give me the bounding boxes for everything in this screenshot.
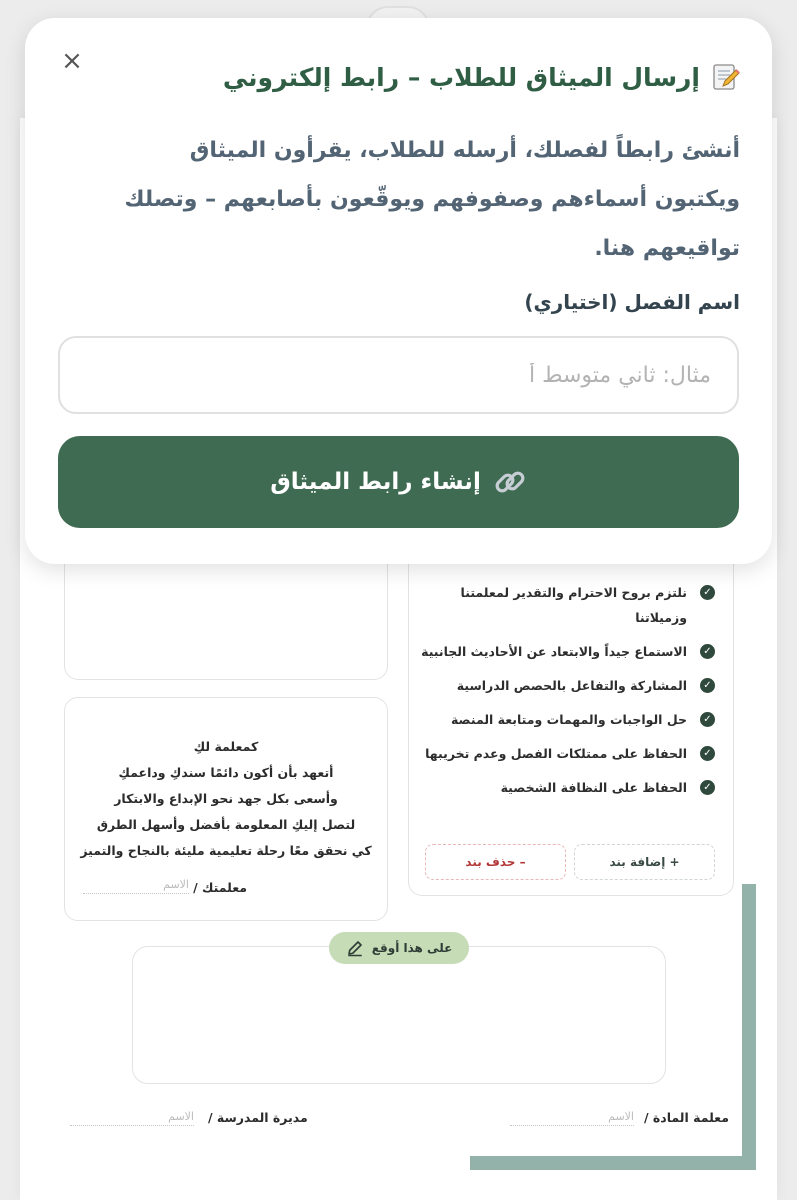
rule-item (415, 775, 715, 800)
principal-label: مديرة المدرسة / (208, 1110, 308, 1125)
rule-item (415, 707, 715, 732)
rule-item (415, 673, 715, 698)
link-icon (493, 465, 527, 499)
class-name-label: اسم الفصل (اختياري) (524, 290, 740, 314)
rule-item (415, 580, 715, 630)
principal-name-field[interactable]: الاسم (70, 1110, 194, 1126)
signature-label-pill (329, 932, 469, 964)
check-icon: ✓ (700, 585, 715, 600)
rule-text: المشاركة والتفاعل بالحصص الدراسية (456, 678, 687, 693)
rule-text: الحفاظ على النظافة الشخصية (500, 780, 687, 795)
check-icon: ✓ (700, 746, 715, 761)
pledge-line: كمعلمة لكِ (193, 739, 259, 754)
create-link-label: إنشاء رابط الميثاق (270, 469, 481, 495)
add-rule-button[interactable]: + إضافة بند (574, 844, 715, 880)
teacher-sign-label: معلمتك / (193, 880, 247, 895)
decorative-frame-horizontal (470, 1156, 756, 1170)
modal-title-text: إرسال الميثاق للطلاب – رابط إلكتروني (222, 62, 700, 92)
pencil-icon (346, 939, 364, 957)
check-icon: ✓ (700, 712, 715, 727)
teacher-pledge-text (77, 734, 375, 864)
teacher-name-field[interactable]: الاسم (83, 878, 189, 894)
teacher-pledge-card (64, 697, 388, 921)
rule-text: الاستماع جيداً والابتعاد عن الأحاديث الجانبية (421, 644, 687, 659)
modal-description: أنشئ رابطاً لفصلك، أرسله للطلاب، يقرأون الميثاق ويكتبون أسماءهم وصفوفهم ويوقّعون بأصابعهم – وتصلك تواقيعهم هنا. (124, 138, 740, 261)
pledge-line: وأسعى بكل جهد نحو الإبداع والابتكار (114, 791, 338, 806)
decorative-frame-vertical (742, 884, 756, 1170)
rule-text: نلتزم بروح الاحترام والتقدير لمعلمتنا وزميلاتنا (460, 585, 687, 625)
rule-text: الحفاظ على ممتلكات الفصل وعدم تخريبها (425, 746, 687, 761)
rule-item (415, 639, 715, 664)
delete-rule-button[interactable]: – حذف بند (425, 844, 566, 880)
rules-card (408, 540, 734, 896)
signature-label: على هذا أوقع (371, 941, 453, 955)
rule-item (415, 741, 715, 766)
modal-title (223, 62, 740, 92)
pledge-line: أتعهد بأن أكون دائمًا سندكِ وداعمكِ (118, 765, 334, 780)
subject-teacher-label: معلمة المادة / (644, 1110, 729, 1125)
check-icon: ✓ (700, 780, 715, 795)
send-charter-modal (25, 18, 772, 564)
check-icon: ✓ (700, 678, 715, 693)
memo-icon (710, 62, 740, 92)
pledge-line: لتصل إليكِ المعلومة بأفضل وأسهل الطرق (96, 817, 356, 832)
rules-actions (425, 844, 715, 880)
rule-text: حل الواجبات والمهمات ومتابعة المنصة (450, 712, 687, 727)
create-link-button[interactable] (58, 436, 739, 528)
close-icon[interactable]: × (61, 46, 83, 76)
rules-list (415, 580, 715, 809)
class-name-input[interactable] (58, 336, 739, 414)
subject-teacher-name-field[interactable]: الاسم (510, 1110, 634, 1126)
signature-pad[interactable] (132, 946, 666, 1084)
check-icon: ✓ (700, 644, 715, 659)
pledge-line: كي نحقق معًا رحلة تعليمية مليئة بالنجاح والتميز (80, 843, 372, 858)
